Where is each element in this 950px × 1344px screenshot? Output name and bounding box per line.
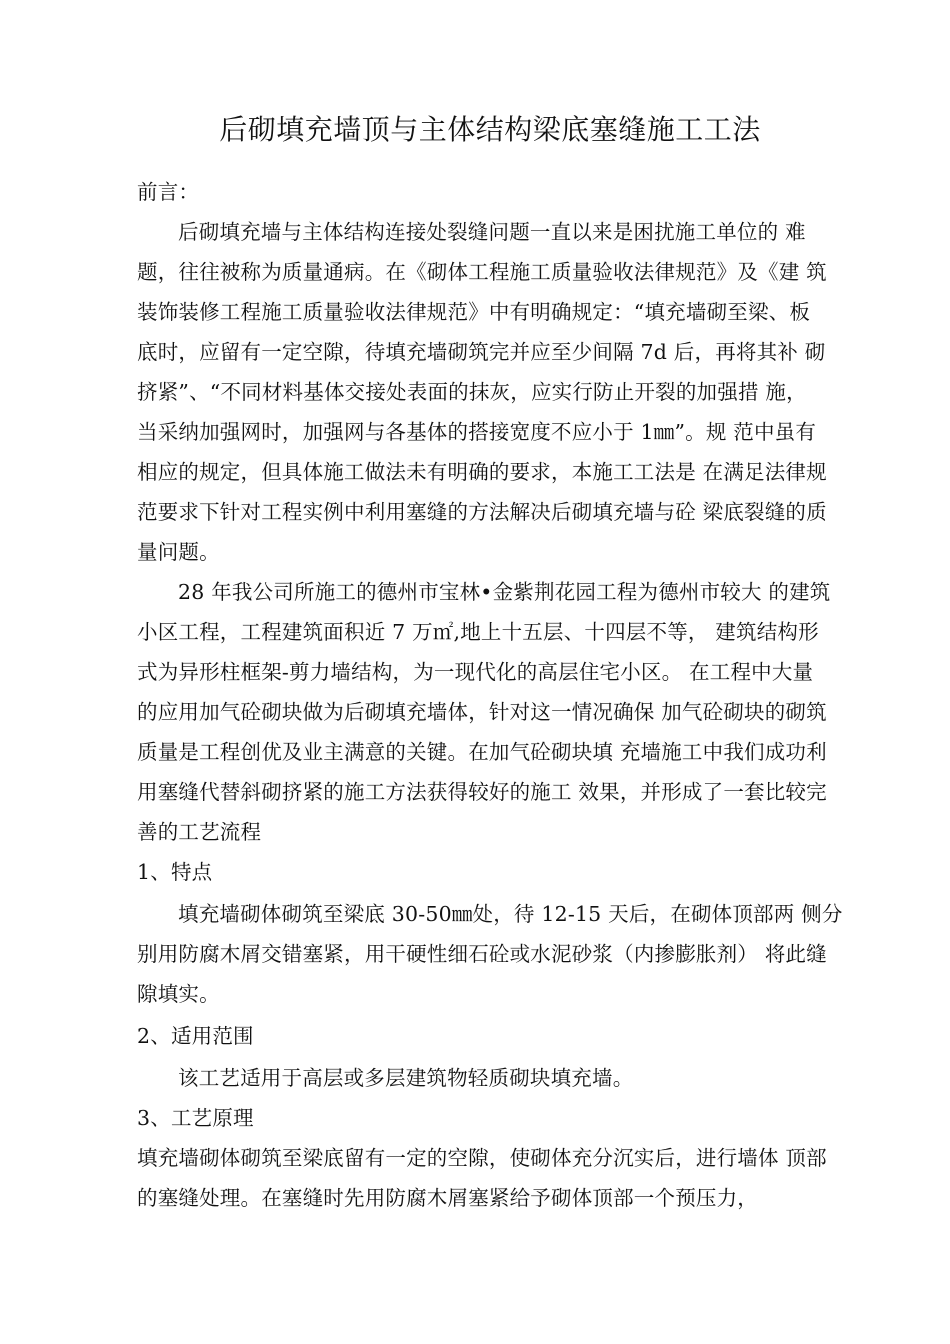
paragraph-line: 质量是工程创优及业主满意的关键。在加气砼砌块填 充墙施工中我们成功利 xyxy=(137,740,827,764)
paragraph-line: 填充墙砌体砌筑至梁底 30-50㎜处，待 12-15 天后，在砌体顶部两 侧分 xyxy=(178,902,843,926)
paragraph-line: 后砌填充墙与主体结构连接处裂缝问题一直以来是困扰施工单位的 难 xyxy=(178,220,806,244)
paragraph-line: 挤紧”、“不同材料基体交接处表面的抹灰，应实行防止开裂的加强措 施， xyxy=(137,380,807,404)
paragraph-line: 相应的规定，但具体施工做法未有明确的要求，本施工工法是 在满足法律规 xyxy=(137,460,827,484)
paragraph-line: 善的工艺流程 xyxy=(137,820,262,844)
section-heading-features: 1、特点 xyxy=(137,860,213,884)
paragraph-line: 隙填实。 xyxy=(137,982,220,1006)
paragraph-line: 式为异形柱框架-剪力墙结构，为一现代化的高层住宅小区。 在工程中大量 xyxy=(137,660,814,684)
paragraph-line: 的塞缝处理。在塞缝时先用防腐木屑塞紧给予砌体顶部一个预压力， xyxy=(137,1186,758,1210)
section-heading-principle: 3、工艺原理 xyxy=(137,1106,254,1130)
section-heading-scope: 2、适用范围 xyxy=(137,1024,254,1048)
paragraph-line: 当采纳加强网时，加强网与各基体的搭接宽度不应小于 1㎜”。规 范中虽有 xyxy=(137,420,817,444)
paragraph-line: 量问题。 xyxy=(137,540,220,564)
paragraph-line: 底时，应留有一定空隙，待填充墙砌筑完并应至少间隔 7d 后，再将其补 砌 xyxy=(137,340,826,364)
paragraph-line: 题，往往被称为质量通病。在《砌体工程施工质量验收法律规范》及《建 筑 xyxy=(137,260,827,284)
document-title: 后砌填充墙顶与主体结构梁底塞缝施工工法 xyxy=(219,113,761,146)
preface-heading: 前言： xyxy=(137,180,200,204)
paragraph-line: 的应用加气砼砌块做为后砌填充墙体，针对这一情况确保 加气砼砌块的砌筑 xyxy=(137,700,827,724)
paragraph-line: 范要求下针对工程实例中利用塞缝的方法解决后砌填充墙与砼 梁底裂缝的质 xyxy=(137,500,827,524)
paragraph-line: 填充墙砌体砌筑至梁底留有一定的空隙，使砌体充分沉实后，进行墙体 顶部 xyxy=(137,1146,827,1170)
paragraph-line: 小区工程，工程建筑面积近 7 万㎡,地上十五层、十四层不等， 建筑结构形 xyxy=(137,620,819,644)
paragraph-line: 装饰装修工程施工质量验收法律规范》中有明确规定：“填充墙砌至梁、板 xyxy=(137,300,811,324)
paragraph-line: 用塞缝代替斜砌挤紧的施工方法获得较好的施工 效果，并形成了一套比较完 xyxy=(137,780,827,804)
paragraph-line: 该工艺适用于高层或多层建筑物轻质砌块填充墙。 xyxy=(178,1066,634,1090)
paragraph-line: 别用防腐木屑交错塞紧，用干硬性细石砼或水泥砂浆（内掺膨胀剂） 将此缝 xyxy=(137,942,827,966)
paragraph-line: 28 年我公司所施工的德州市宝林•金紫荆花园工程为德州市较大 的建筑 xyxy=(178,580,831,604)
